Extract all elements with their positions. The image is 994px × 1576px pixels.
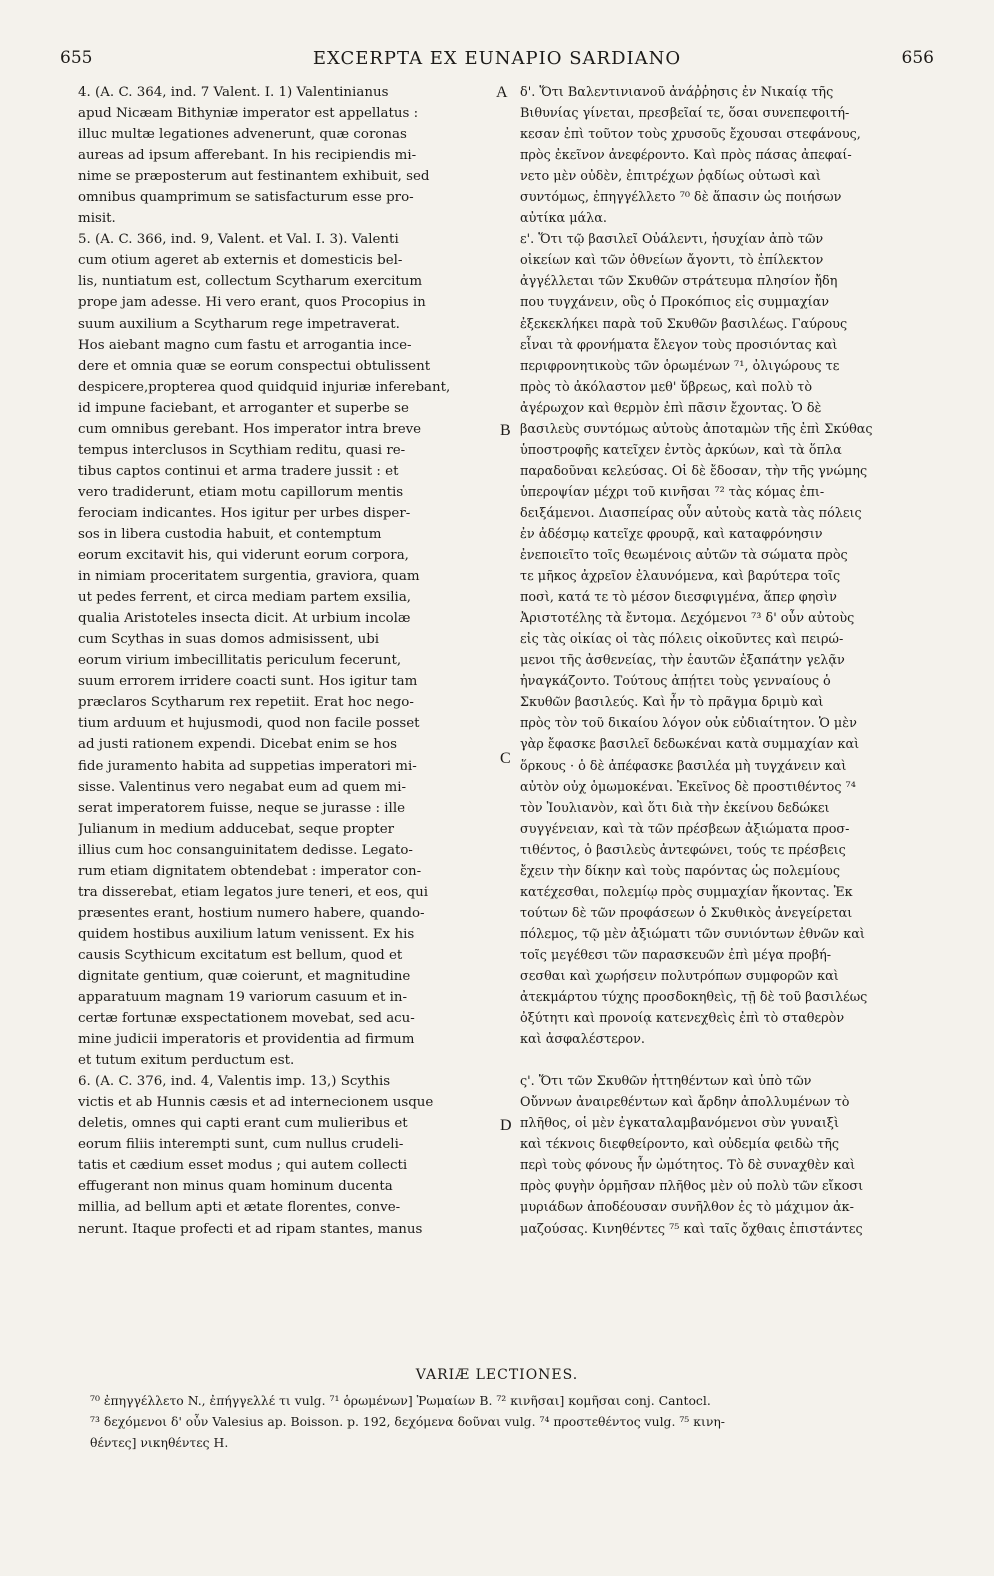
latin-text-line: eorum filiis interempti sunt, cum nullus crudeli- — [78, 1137, 404, 1153]
greek-text-line: μαζούσας. Κινηθέντες ⁷⁵ καὶ ταῖς ὄχθαις ἐπιστάντες — [520, 1221, 863, 1237]
greek-text-line: πρὸς τὸ ἀκόλαστον μεθ' ὕβρεως, καὶ πολὺ τὸ — [520, 379, 813, 395]
greek-text-line: ἀγγέλλεται τῶν Σκυθῶν στράτευμα πλησίον ἤδη — [520, 274, 838, 290]
greek-text-line: οἰκείων καὶ τῶν ὀθνείων ἄγοντι, τὸ ἐπίλεκτον — [520, 253, 824, 269]
greek-text-line: κεσαν ἐπὶ τοῦτον τοὺς χρυσοῦς ἔχουσαι στεφάνους, — [520, 127, 861, 143]
greek-text-line: αὐτὸν οὐχ ὁμωμοκέναι. Ἐκεῖνος δὲ προστιθέντος ⁷⁴ — [520, 779, 856, 795]
latin-text-line: cum otium ageret ab externis et domesticis bel- — [78, 253, 403, 269]
latin-text-line: illuc multæ legationes advenerunt, quæ coronas — [78, 127, 407, 143]
greek-text-line: πρὸς φυγὴν ὁρμῆσαν πλῆθος μὲν οὐ πολὺ τῶν εἴκοσι — [520, 1179, 864, 1195]
greek-text-line: ἐνεποιεῖτο τοῖς θεωμένοις αὐτῶν τὰ σώματα πρὸς — [520, 548, 848, 564]
latin-text-line: id impune faciebant, et arroganter et superbe se — [78, 400, 409, 416]
latin-text-line: dignitate gentium, quæ coierunt, et magnitudine — [78, 968, 411, 984]
latin-text-line: Hos aiebant magno cum fastu et arrogantia ince- — [78, 337, 412, 353]
latin-text-line: nerunt. Itaque profecti et ad ripam stantes, manus — [78, 1221, 423, 1237]
greek-text-line: τούτων δὲ τῶν προφάσεων ὁ Σκυθικὸς ἀνεγείρεται — [520, 905, 853, 921]
page-number-right: 656 — [901, 48, 934, 68]
latin-text-line: Julianum in medium adducebat, seque propter — [78, 821, 395, 837]
greek-text-line: εἰς τὰς οἰκίας οἱ τὰς πόλεις οἰκοῦντες καὶ πειρώ- — [520, 632, 844, 648]
margin-mark-d: D — [500, 1117, 512, 1134]
greek-text-line: καὶ ἀσφαλέστερον. — [520, 1032, 645, 1048]
latin-text-line: in nimiam proceritatem surgentia, graviora, quam — [78, 569, 420, 585]
greek-text-line: δ'. Ὅτι Βαλεντινιανοῦ ἀνάῤῥησις ἐν Νικαίᾳ τῆς — [520, 85, 834, 100]
greek-text-line: καὶ τέκνοις διεφθείροντο, καὶ οὐδεμία φειδὼ τῆς — [520, 1137, 840, 1153]
latin-text-line: præclaros Scytharum rex repetiit. Erat hoc nego- — [78, 695, 414, 711]
latin-text-line: suum errorem irridere coacti sunt. Hos igitur tam — [78, 674, 418, 690]
latin-text-line: effugerant non minus quam hominum ducenta — [78, 1179, 393, 1195]
latin-text-line: despicere,propterea quod quidquid injuriæ inferebant, — [78, 379, 451, 395]
greek-text-line: ἀγέρωχον καὶ θερμὸν ἐπὶ πᾶσιν ἔχοντας. Ὁ δὲ — [520, 400, 822, 416]
latin-text-line: fide juramento habita ad suppetias imperatori mi- — [78, 758, 417, 774]
latin-text-line: nime se præposterum aut festinantem exhibuit, sed — [78, 169, 430, 185]
latin-text-line: causis Scythicum excitatum est bellum, quod et — [78, 947, 403, 963]
latin-text-line: tibus captos continui et arma tradere jussit : et — [78, 463, 399, 479]
footnote-line: ⁷⁰ ἐπηγγέλλετο N., ἐπήγγελλέ τι vulg. ⁷¹ ὁρωμένων] Ῥωμαίων B. ⁷² κινῆσαι] κομῆσαι conj. Cantocl. — [90, 1393, 711, 1408]
greek-text-line: σεσθαι καὶ χωρήσειν πολυτρόπων συμφορῶν καὶ — [520, 968, 839, 984]
greek-text-line: μενοι τῆς ἀσθενείας, τὴν ἑαυτῶν ἐξαπάτην γελᾷν — [520, 653, 845, 669]
footnote-line: θέντες] νικηθέντες H. — [90, 1435, 229, 1450]
greek-text-line: ἠναγκάζοντο. Τούτους ἀπῄτει τοὺς γενναίους ὁ — [520, 674, 831, 690]
greek-text-line: τοῖς μεγέθεσι τῶν παρασκευῶν ἐπὶ μέγα προβή- — [520, 947, 832, 963]
footnotes — [90, 1390, 934, 1453]
latin-text-line: rum etiam dignitatem obtendebat : imperator con- — [78, 863, 422, 879]
greek-text-line: ὑπεροψίαν μέχρι τοῦ κινῆσαι ⁷² τὰς κόμας ἐπι- — [520, 484, 825, 500]
latin-text-line: tra disserebat, etiam legatos jure teneri, et eos, qui — [78, 884, 429, 900]
greek-text-line: μυριάδων ἀποδέουσαν συνῆλθον ἐς τὸ μάχιμον ἀκ- — [520, 1200, 854, 1216]
greek-column — [520, 82, 942, 1240]
latin-text-line: apud Nicæam Bithyniæ imperator est appellatus : — [78, 106, 419, 122]
latin-text-line: lis, nuntiatum est, collectum Scytharum exercitum — [78, 274, 423, 290]
greek-text-line: ποσὶ, κατά τε τὸ μέσον διεσφιγμένα, ἅπερ φησὶν — [520, 590, 837, 606]
greek-text-line: ἐν ἀδέσμῳ κατεῖχε φρουρᾷ, καὶ καταφρόνησιν — [520, 526, 823, 542]
latin-text-line: qualia Aristoteles insecta dicit. At urbium incolæ — [78, 611, 411, 627]
latin-text-line: ad justi rationem expendi. Dicebat enim se hos — [78, 737, 397, 753]
latin-text-line: cum omnibus gerebant. Hos imperator intra breve — [78, 421, 422, 437]
latin-text-line: apparatuum magnam 19 variorum casuum et in- — [78, 990, 408, 1006]
greek-text-line: γὰρ ἔφασκε βασιλεῖ δεδωκέναι κατὰ συμμαχίαν καὶ — [520, 737, 860, 753]
greek-text-line: ς'. Ὅτι τῶν Σκυθῶν ἡττηθέντων καὶ ὑπὸ τῶν — [520, 1074, 812, 1090]
greek-text-line: συγγένειαν, καὶ τὰ τῶν πρέσβεων ἀξιώματα προσ- — [520, 821, 850, 837]
greek-text-line: ὀξύτητι καὶ προνοίᾳ κατενεχθεὶς ἐπὶ τὸ σταθερὸν — [520, 1011, 845, 1027]
page-number-left: 655 — [60, 48, 93, 68]
greek-text-line — [520, 1050, 942, 1071]
latin-text-line: et tutum exitum perductum est. — [78, 1053, 295, 1069]
greek-text-line: πρὸς τὸν τοῦ δικαίου λόγον οὐκ εὐδιαίτητον. Ὁ μὲν — [520, 716, 857, 732]
latin-text-line: certæ fortunæ exspectationem movebat, sed acu- — [78, 1011, 415, 1027]
greek-text-line: Βιθυνίας γίνεται, πρεσβεῖαί τε, ὅσαι συνεπεφοιτή- — [520, 106, 850, 122]
latin-text-line: cum Scythas in suas domos admisissent, ubi — [78, 632, 380, 648]
greek-text-line: πρὸς ἐκεῖνον ἀνεφέροντο. Καὶ πρὸς πάσας ἀπεφαί- — [520, 148, 852, 164]
latin-text-line: sos in libera custodia habuit, et contemptum — [78, 526, 382, 542]
latin-text-line: tempus interclusos in Scythiam reditu, quasi re- — [78, 442, 406, 458]
greek-text-line: περὶ τοὺς φόνους ἦν ὠμότητος. Τὸ δὲ συναχθὲν καὶ — [520, 1158, 856, 1174]
running-title: EXCERPTA EX EUNAPIO SARDIANO — [312, 48, 682, 69]
latin-text-line: suum auxilium a Scytharum rege impetraverat. — [78, 316, 400, 332]
greek-text-line: τε μῆκος ἀχρεῖον ἐλαυνόμενα, καὶ βαρύτερα τοῖς — [520, 569, 841, 585]
latin-text-line: misit. — [78, 211, 116, 227]
greek-text-line: Οὔννων ἀναιρεθέντων καὶ ἄρδην ἀπολλυμένων τὸ — [520, 1095, 850, 1111]
latin-text-line: aureas ad ipsum afferebant. In his recipiendis mi- — [78, 148, 417, 164]
latin-text-line: tatis et cædium esset modus ; qui autem collecti — [78, 1158, 408, 1174]
latin-text-line: omnibus quamprimum se satisfacturum esse pro- — [78, 190, 414, 206]
latin-text-line: 4. (A. C. 364, ind. 7 Valent. I. 1) Valentinianus — [78, 85, 389, 100]
greek-text-line: κατέχεσθαι, πολεμίῳ πρὸς συμμαχίαν ἥκοντας. Ἐκ — [520, 884, 853, 900]
latin-text-line: tium arduum et hujusmodi, quod non facile posset — [78, 716, 420, 732]
latin-text-line: quidem hostibus auxilium latum venissent. Ex his — [78, 926, 415, 942]
latin-text-line: præsentes erant, hostium numero habere, quando- — [78, 905, 425, 921]
greek-text-line: περιφρονητικοὺς τῶν ὁρωμένων ⁷¹, ὀλιγώρους τε — [520, 358, 840, 374]
greek-text-line: Ἀριστοτέλης τὰ ἔντομα. Δεχόμενοι ⁷³ δ' οὖν αὐτοὺς — [520, 611, 855, 627]
greek-text-line: Σκυθῶν βασιλεύς. Καὶ ἦν τὸ πρᾶγμα δριμὺ καὶ — [520, 695, 824, 711]
latin-text-line: prope jam adesse. Hi vero erant, quos Procopius in — [78, 295, 426, 311]
greek-text-line: ἐξεκεκλήκει παρὰ τοῦ Σκυθῶν βασιλέως. Γαύρους — [520, 316, 848, 332]
latin-text-line: dere et omnia quæ se eorum conspectui obtulissent — [78, 358, 431, 374]
latin-text-line: vero tradiderunt, etiam motu capillorum mentis — [78, 484, 404, 500]
greek-text-line: συντόμως, ἐπηγγέλλετο ⁷⁰ δὲ ἅπασιν ὡς ποιήσων — [520, 190, 842, 206]
margin-mark-c: C — [500, 750, 511, 767]
page-header — [60, 48, 934, 76]
greek-text-line: ἀτεκμάρτου τύχης προσδοκηθεὶς, τῇ δὲ τοῦ βασιλέως — [520, 990, 868, 1006]
greek-text-line: ὑποστροφῆς κατεῖχεν ἐντὸς ἀρκύων, καὶ τὰ ὅπλα — [520, 442, 842, 458]
greek-text-line: ὅρκους · ὁ δὲ ἀπέφασκε βασιλέα μὴ τυγχάνειν καὶ — [520, 758, 847, 774]
latin-text-line: serat imperatorem fuisse, neque se jurasse : ille — [78, 800, 406, 816]
greek-text-line: που τυγχάνειν, οὓς ὁ Προκόπιος εἰς συμμαχίαν — [520, 295, 830, 311]
greek-text-line: εἶναι τὰ φρονήματα ἔλεγον τοὺς προσιόντας καὶ — [520, 337, 838, 353]
greek-text-line: ἔχειν τὴν δίκην καὶ τοὺς παρόντας ὡς πολεμίους — [520, 863, 840, 879]
greek-text-line: ε'. Ὅτι τῷ βασιλεῖ Οὐάλεντι, ἡσυχίαν ἀπὸ τῶν — [520, 232, 824, 248]
greek-text-line: τὸν Ἰουλιανὸν, καὶ ὅτι διὰ τὴν ἐκείνου δεδώκει — [520, 800, 830, 816]
greek-text-line: βασιλεὺς συντόμως αὐτοὺς ἀποταμὼν τῆς ἐπὶ Σκύθας — [520, 421, 873, 437]
greek-text-line: πόλεμος, τῷ μὲν ἀξιώματι τῶν συνιόντων ἐθνῶν καὶ — [520, 926, 865, 942]
latin-text-line: eorum virium imbecillitatis periculum fecerunt, — [78, 653, 402, 669]
latin-text-line: deletis, omnes qui capti erant cum mulieribus et — [78, 1116, 408, 1132]
latin-text-line: 5. (A. C. 366, ind. 9, Valent. et Val. I. 3). Valenti — [78, 232, 399, 248]
greek-text-line: δειξάμενοι. Διασπείρας οὖν αὐτοὺς κατὰ τὰς πόλεις — [520, 505, 862, 521]
latin-column — [78, 82, 490, 1240]
latin-text-line: ut pedes ferrent, et circa mediam partem exsilia, — [78, 590, 412, 606]
latin-text-line: mine judicii imperatoris et providentia ad firmum — [78, 1032, 415, 1048]
latin-text-line: illius cum hoc consanguinitatem dedisse. Legato- — [78, 842, 413, 858]
latin-text-line: victis et ab Hunnis cæsis et ad internecionem usque — [78, 1095, 434, 1111]
latin-text-line: eorum excitavit his, qui viderunt eorum corpora, — [78, 548, 409, 564]
latin-text-line: millia, ad bellum apti et ætate florentes, conve- — [78, 1200, 401, 1216]
latin-text-line: 6. (A. C. 376, ind. 4, Valentis imp. 13,) Scythis — [78, 1074, 391, 1090]
greek-text-line: πλῆθος, οἱ μὲν ἐγκαταλαμβανόμενοι σὺν γυναιξὶ — [520, 1116, 839, 1132]
footnote-line: ⁷³ δεχόμενοι δ' οὖν Valesius ap. Boisson. p. 192, δεχόμενα δοῦναι vulg. ⁷⁴ προστεθέντος vulg. ⁷⁵ κινη- — [90, 1414, 725, 1429]
greek-text-line: παραδοῦναι κελεύσας. Οἱ δὲ ἔδοσαν, τὴν τῆς γνώμης — [520, 463, 868, 479]
greek-text-line: τιθέντος, ὁ βασιλεὺς ἀντεφώνει, τούς τε πρέσβεις — [520, 842, 846, 858]
latin-text-line: ferociam indicantes. Hos igitur per urbes disper- — [78, 505, 411, 521]
latin-text-line: sisse. Valentinus vero negabat eum ad quem mi- — [78, 779, 407, 795]
variae-lectiones-title: VARIÆ LECTIONES. — [415, 1367, 579, 1383]
margin-mark-b: B — [500, 422, 511, 439]
greek-text-line: νετο μὲν οὐδὲν, ἐπιτρέχων ῥᾳδίως οὑτωσὶ καὶ — [520, 169, 821, 185]
greek-text-line: αὐτίκα μάλα. — [520, 211, 608, 227]
margin-mark-a: A — [496, 84, 508, 101]
